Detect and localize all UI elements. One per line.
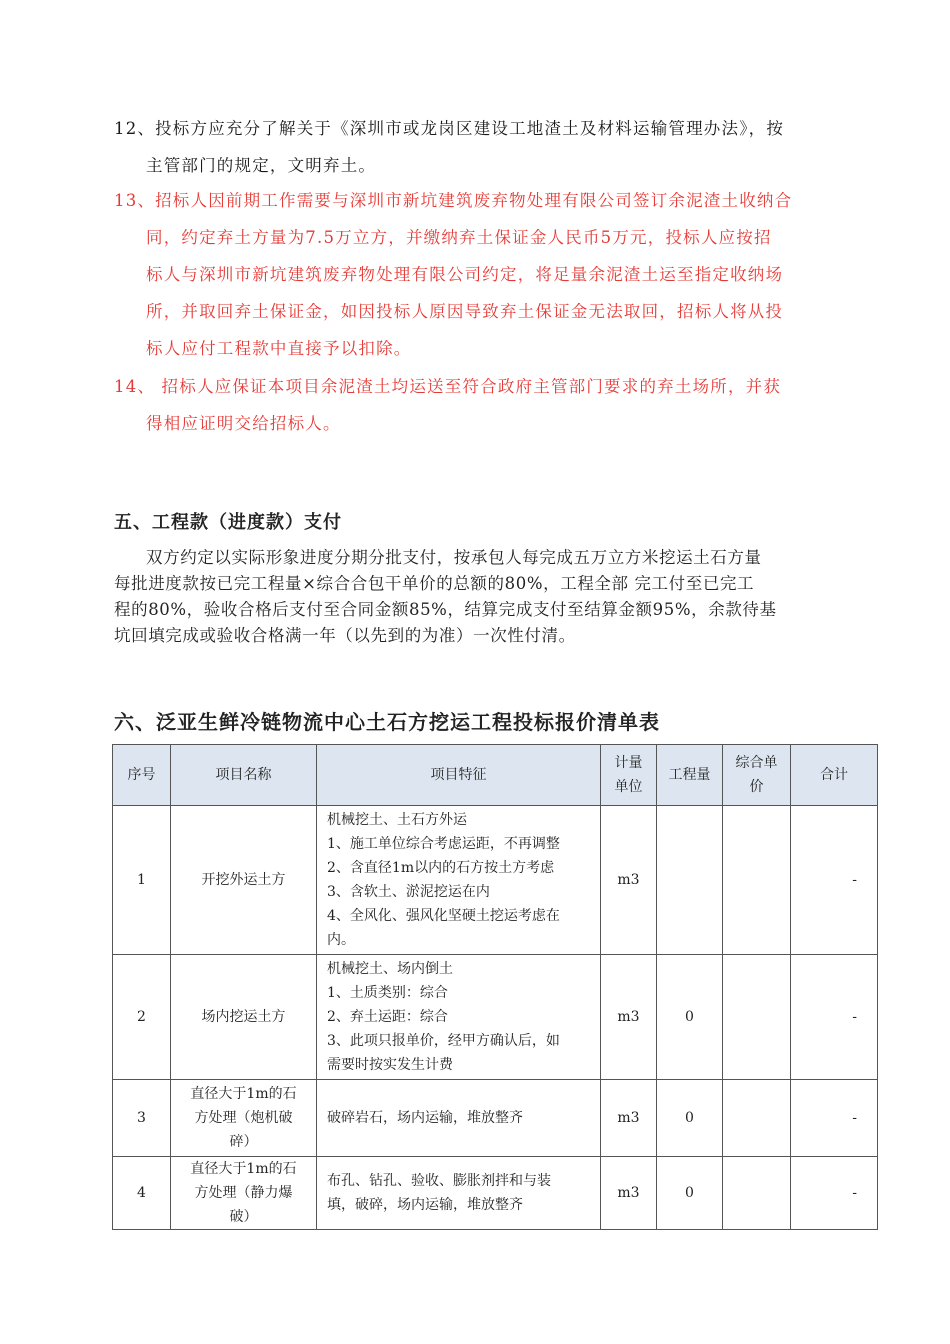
feature-line: 破碎岩石，场内运输，堆放整齐 xyxy=(327,1110,523,1126)
cell-feature xyxy=(317,806,601,955)
cell-unit: m3 xyxy=(601,806,657,955)
clause-line: 主管部门的规定，文明弃土。 xyxy=(146,156,377,175)
header-unit xyxy=(601,745,657,806)
cell-unit: m3 xyxy=(601,955,657,1080)
cell-price xyxy=(723,1157,791,1230)
cell-total: - xyxy=(791,806,878,955)
cell-qty: 0 xyxy=(657,1080,723,1157)
clause-line: 所，并取回弃土保证金，如因投标人原因导致弃土保证金无法取回，招标人将从投 xyxy=(146,302,784,321)
header-unit-line: 计量 xyxy=(614,755,643,771)
section-5-body xyxy=(114,545,844,649)
cell-feature xyxy=(317,1157,601,1230)
feature-line: 3、此项只报单价，经甲方确认后，如 xyxy=(327,1033,560,1049)
feature-line: 1、土质类别：综合 xyxy=(327,985,448,1001)
clause-line: 得相应证明交给招标人。 xyxy=(146,414,341,433)
header-price xyxy=(723,745,791,806)
cell-price xyxy=(723,1080,791,1157)
clause-line: 同，约定弃土方量为7.5万立方，并缴纳弃土保证金人民币5万元，投标人应按招 xyxy=(146,228,772,247)
header-seq: 序号 xyxy=(113,745,171,806)
name-line: 直径大于1m的石 xyxy=(190,1086,297,1102)
cell-total: - xyxy=(791,1080,878,1157)
header-total: 合计 xyxy=(791,745,878,806)
feature-line: 4、全风化、强风化坚硬土挖运考虑在 xyxy=(327,908,560,924)
feature-line: 机械挖土、土石方外运 xyxy=(327,812,467,828)
clause-13 xyxy=(114,182,844,367)
cell-name xyxy=(171,806,317,955)
table-row xyxy=(113,1157,878,1230)
name-line: 直径大于1m的石 xyxy=(190,1161,297,1177)
name-line: 开挖外运土方 xyxy=(201,872,286,888)
cell-qty: 0 xyxy=(657,1157,723,1230)
name-line: 场内挖运土方 xyxy=(201,1009,286,1025)
cell-qty: 0 xyxy=(657,955,723,1080)
cell-price xyxy=(723,955,791,1080)
name-line: 碎） xyxy=(229,1134,258,1150)
name-line: 方处理（炮机破 xyxy=(194,1110,293,1126)
header-qty: 工程量 xyxy=(657,745,723,806)
clause-line: 标人应付工程款中直接予以扣除。 xyxy=(146,339,412,358)
section-5-title: 五、工程款（进度款）支付 xyxy=(114,512,342,533)
clause-14 xyxy=(114,368,844,442)
feature-line: 机械挖土、场内倒土 xyxy=(327,961,453,977)
feature-line: 2、弃土运距：综合 xyxy=(327,1009,448,1025)
table-row xyxy=(113,806,878,955)
feature-line: 3、含软土、淤泥挖运在内 xyxy=(327,884,490,900)
cell-name xyxy=(171,955,317,1080)
cell-feature xyxy=(317,1080,601,1157)
cell-name xyxy=(171,1080,317,1157)
cell-total: - xyxy=(791,955,878,1080)
name-line: 方处理（静力爆 xyxy=(194,1185,293,1201)
section-6-title: 六、泛亚生鲜冷链物流中心土石方挖运工程投标报价清单表 xyxy=(114,710,660,734)
header-feature: 项目特征 xyxy=(317,745,601,806)
paragraph-line: 双方约定以实际形象进度分期分批支付，按承包人每完成五万立方米挖运土石方量 xyxy=(146,548,762,567)
cell-total: - xyxy=(791,1157,878,1230)
clause-line: 12、投标方应充分了解关于《深圳市或龙岗区建设工地渣土及材料运输管理办法》，按 xyxy=(114,119,785,138)
feature-line: 1、施工单位综合考虑运距，不再调整 xyxy=(327,836,560,852)
clause-12 xyxy=(114,110,844,184)
cell-price xyxy=(723,806,791,955)
cell-seq: 3 xyxy=(113,1080,171,1157)
paragraph-line: 每批进度款按已完工程量×综合合包干单价的总额的80%，工程全部 完工付至已完工 xyxy=(114,574,755,593)
paragraph-line: 坑回填完成或验收合格满一年（以先到的为准）一次性付清。 xyxy=(114,626,576,645)
quotation-table xyxy=(112,744,878,1230)
cell-unit: m3 xyxy=(601,1080,657,1157)
table-row xyxy=(113,1080,878,1157)
cell-name xyxy=(171,1157,317,1230)
header-price-line: 综合单 xyxy=(735,755,778,771)
clause-line: 14、 招标人应保证本项目余泥渣土均运送至符合政府主管部门要求的弃土场所，并获 xyxy=(114,377,782,396)
name-line: 破） xyxy=(229,1209,258,1225)
paragraph-line: 程的80%，验收合格后支付至合同金额85%，结算完成支付至结算金额95%，余款待基 xyxy=(114,600,777,619)
cell-feature xyxy=(317,955,601,1080)
cell-seq: 4 xyxy=(113,1157,171,1230)
header-unit-line: 单位 xyxy=(614,779,643,795)
header-name: 项目名称 xyxy=(171,745,317,806)
feature-line: 布孔、钻孔、验收、膨胀剂拌和与装 xyxy=(327,1173,551,1189)
table-row xyxy=(113,955,878,1080)
cell-unit: m3 xyxy=(601,1157,657,1230)
feature-line: 2、含直径1m以内的石方按土方考虑 xyxy=(327,860,555,876)
header-price-line: 价 xyxy=(749,779,764,795)
table-header-row xyxy=(113,745,878,806)
cell-qty xyxy=(657,806,723,955)
feature-line: 需要时按实发生计费 xyxy=(327,1057,453,1073)
clause-line: 13、招标人因前期工作需要与深圳市新坑建筑废弃物处理有限公司签订余泥渣土收纳合 xyxy=(114,191,793,210)
cell-seq: 2 xyxy=(113,955,171,1080)
feature-line: 内。 xyxy=(327,932,355,948)
feature-line: 填，破碎，场内运输，堆放整齐 xyxy=(327,1197,523,1213)
cell-seq: 1 xyxy=(113,806,171,955)
clause-line: 标人与深圳市新坑建筑废弃物处理有限公司约定，将足量余泥渣土运至指定收纳场 xyxy=(146,265,784,284)
